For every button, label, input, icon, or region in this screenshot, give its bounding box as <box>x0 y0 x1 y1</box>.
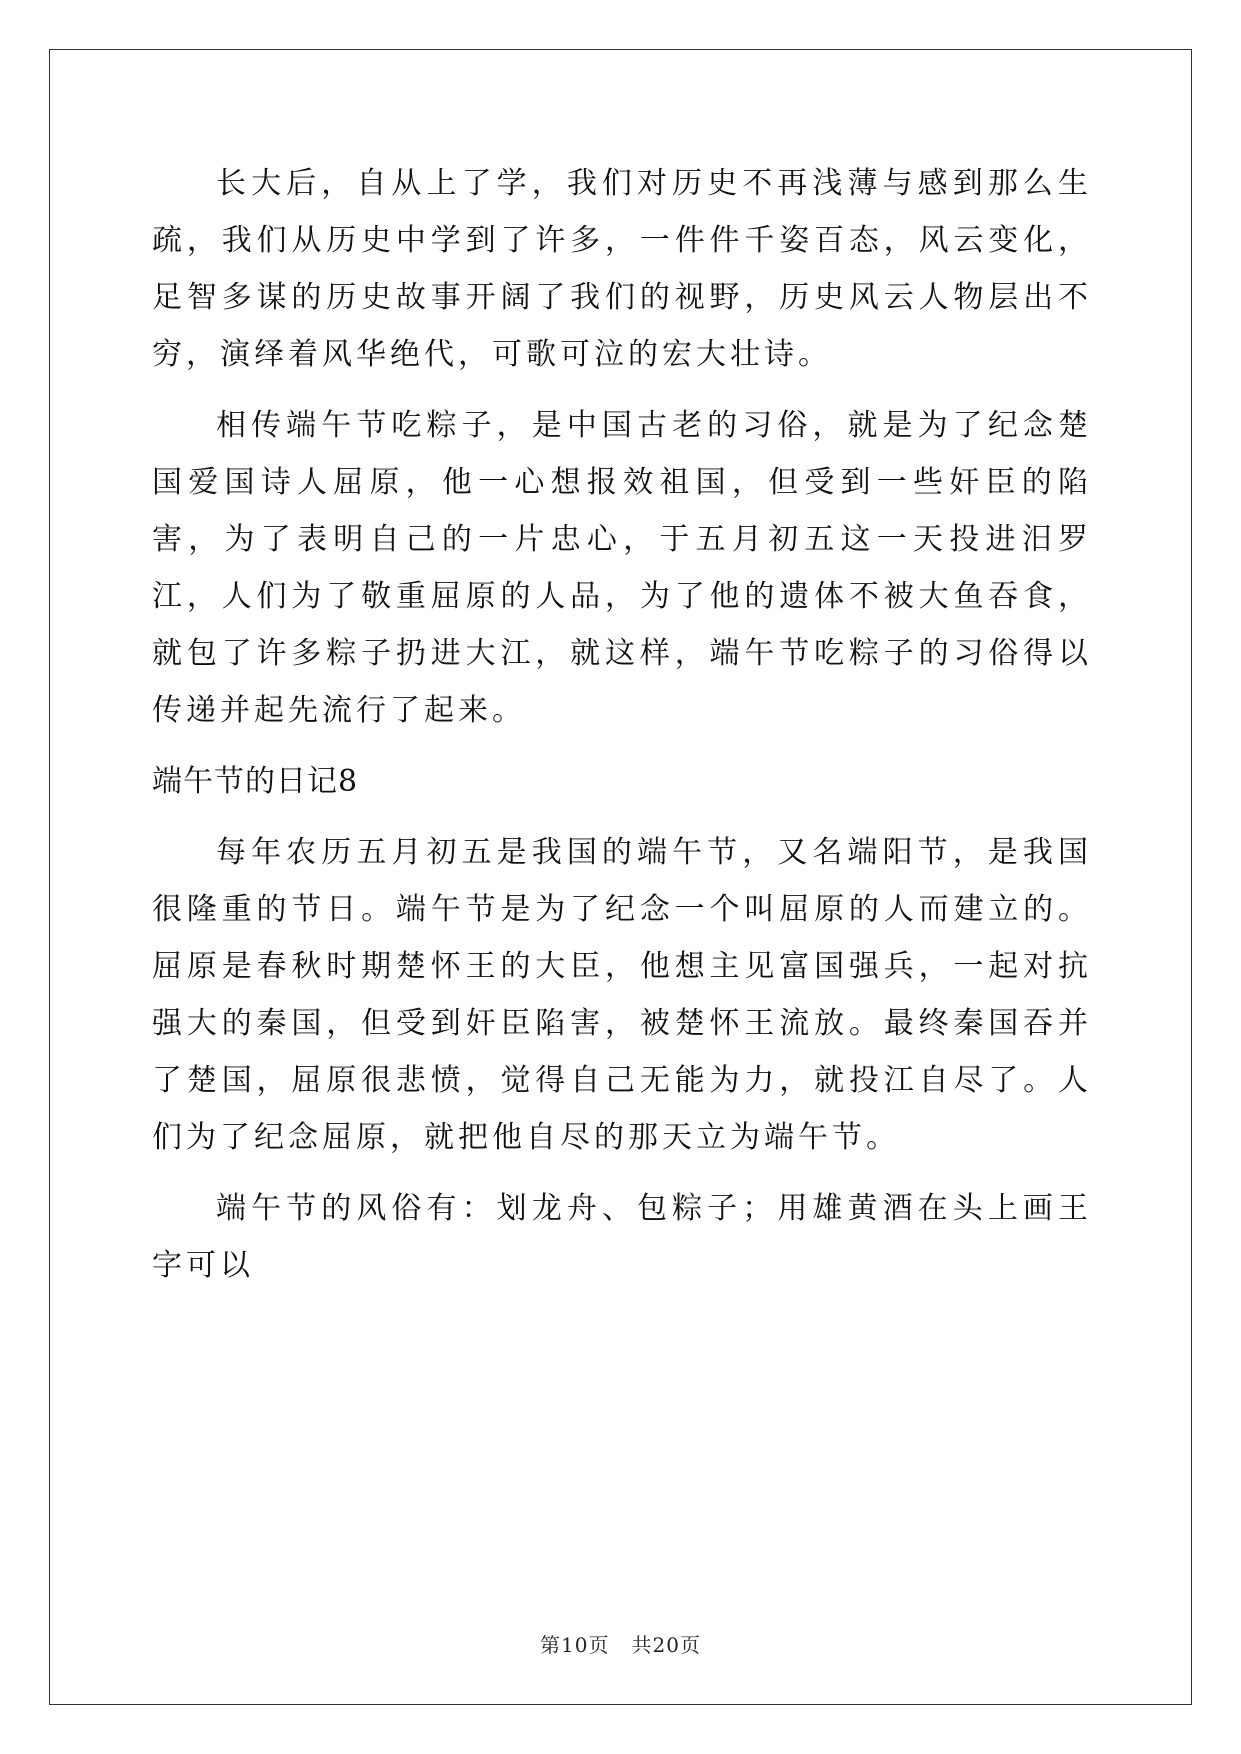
paragraph: 相传端午节吃粽子，是中国古老的习俗，就是为了纪念楚国爱国诗人屈原，他一心想报效祖国，但受到一些奸臣的陷害，为了表明自己的一片忠心，于五月初五这一天投进汨罗江，人们为了敬重屈原的人品，为了他的遗体不被大鱼吞食，就包了许多粽子扔进大江，就这样，端午节吃粽子的习俗得以传递并起先流行了起来。 <box>152 408 1092 728</box>
section-title: 端午节的日记8 <box>152 764 359 799</box>
paragraph: 端午节的风俗有：划龙舟、包粽子；用雄黄酒在头上画王字可以 <box>152 1191 1092 1283</box>
paragraph: 长大后，自从上了学，我们对历史不再浅薄与感到那么生疏，我们从历史中学到了许多，一件件千姿百态，风云变化，足智多谋的历史故事开阔了我们的视野，历史风云人物层出不穷，演绎着风华绝代，可歌可泣的宏大壮诗。 <box>152 166 1092 372</box>
page-footer <box>0 1631 1241 1659</box>
total-page-count: 共20页 <box>631 1633 701 1657</box>
current-page-number: 第10页 <box>540 1633 610 1657</box>
document-body <box>152 155 1092 1294</box>
paragraph: 每年农历五月初五是我国的端午节，又名端阳节，是我国很隆重的节日。端午节是为了纪念一个叫屈原的人而建立的。屈原是春秋时期楚怀王的大臣，他想主见富国强兵，一起对抗强大的秦国，但受到奸臣陷害，被楚怀王流放。最终秦国吞并了楚国，屈原很悲愤，觉得自己无能为力，就投江自尽了。人们为了纪念屈原，就把他自尽的那天立为端午节。 <box>152 835 1092 1155</box>
